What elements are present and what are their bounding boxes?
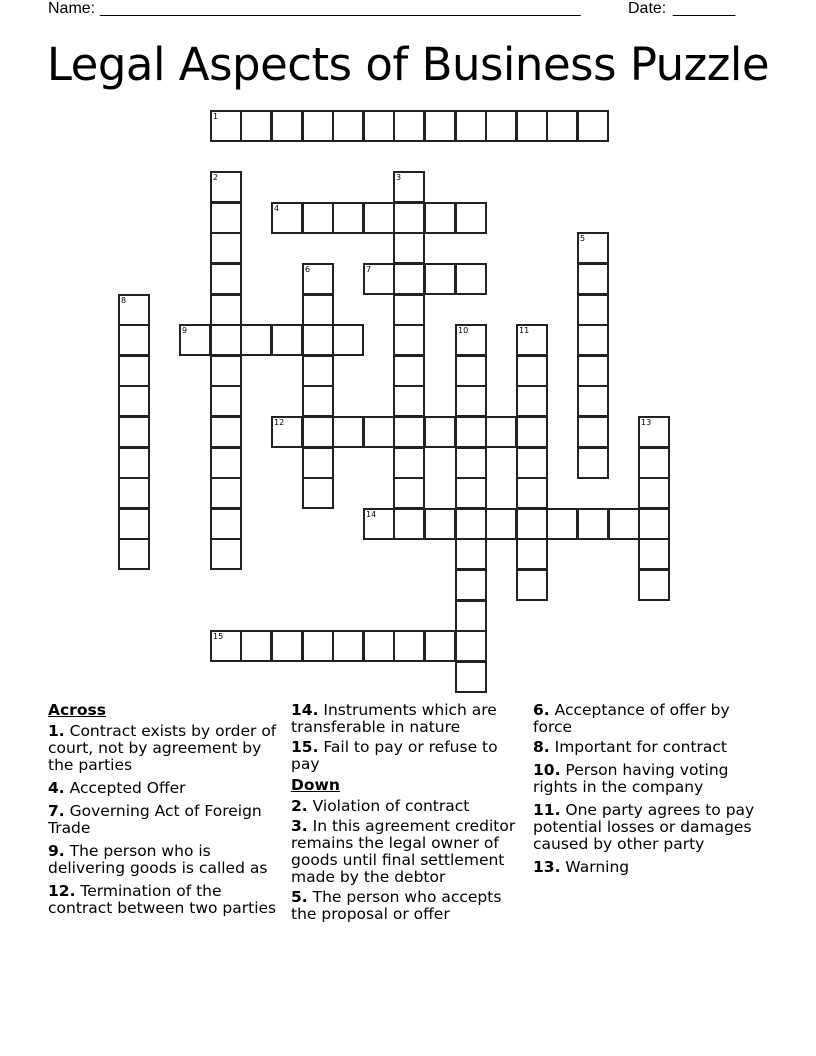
grid-cell[interactable] xyxy=(638,416,670,448)
grid-cell[interactable] xyxy=(210,385,242,417)
grid-cell[interactable] xyxy=(577,447,609,479)
grid-cell[interactable] xyxy=(393,477,425,509)
grid-cell[interactable] xyxy=(332,202,364,234)
cell-number: 3 xyxy=(396,173,402,182)
grid-cell[interactable] xyxy=(455,110,487,142)
grid-cell[interactable] xyxy=(393,202,425,234)
grid-cell[interactable] xyxy=(302,355,334,387)
grid-cell[interactable] xyxy=(577,263,609,295)
clues-column-2 xyxy=(291,702,523,929)
grid-cell[interactable] xyxy=(118,447,150,479)
clues-column-1 xyxy=(48,702,280,923)
grid-cell[interactable] xyxy=(302,630,334,662)
grid-cell[interactable] xyxy=(577,232,609,264)
grid-cell[interactable] xyxy=(516,538,548,570)
grid-cell[interactable] xyxy=(240,630,272,662)
grid-cell[interactable] xyxy=(577,324,609,356)
grid-cell[interactable] xyxy=(516,416,548,448)
grid-cell[interactable] xyxy=(638,538,670,570)
cell-number: 11 xyxy=(519,326,530,335)
grid-cell[interactable] xyxy=(271,324,303,356)
grid-cell[interactable] xyxy=(210,477,242,509)
clue-across-7: 7. Governing Act of Foreign Trade xyxy=(48,802,262,837)
grid-cell[interactable] xyxy=(393,416,425,448)
grid-cell[interactable] xyxy=(271,416,303,448)
clues-column-3 xyxy=(533,702,773,882)
grid-cell[interactable] xyxy=(638,447,670,479)
name-label: Name: xyxy=(48,0,96,17)
grid-cell[interactable] xyxy=(210,263,242,295)
grid-cell[interactable] xyxy=(118,416,150,448)
name-field-line[interactable]: ______________________________________________________ xyxy=(100,0,581,17)
clue-across-12: 12. Termination of the contract between two parties xyxy=(48,882,277,917)
grid-cell[interactable] xyxy=(638,477,670,509)
cell-number: 7 xyxy=(366,265,372,274)
grid-cell[interactable] xyxy=(302,110,334,142)
grid-cell[interactable] xyxy=(363,202,395,234)
clue-across-15: 15. Fail to pay or refuse to pay xyxy=(291,738,498,773)
grid-cell[interactable] xyxy=(516,569,548,601)
grid-cell[interactable] xyxy=(638,569,670,601)
grid-cell[interactable] xyxy=(302,416,334,448)
grid-cell[interactable] xyxy=(455,600,487,632)
grid-cell[interactable] xyxy=(118,538,150,570)
grid-cell[interactable] xyxy=(240,110,272,142)
grid-cell[interactable] xyxy=(363,416,395,448)
cell-number: 1 xyxy=(213,112,219,121)
cell-number: 12 xyxy=(274,418,285,427)
grid-cell[interactable] xyxy=(210,171,242,203)
grid-cell[interactable] xyxy=(577,110,609,142)
grid-cell[interactable] xyxy=(455,447,487,479)
grid-cell[interactable] xyxy=(302,263,334,295)
grid-cell[interactable] xyxy=(118,324,150,356)
grid-cell[interactable] xyxy=(424,263,456,295)
cell-number: 6 xyxy=(305,265,311,274)
cell-number: 9 xyxy=(182,326,188,335)
grid-cell[interactable] xyxy=(210,232,242,264)
grid-cell[interactable] xyxy=(638,508,670,540)
grid-cell[interactable] xyxy=(424,508,456,540)
grid-cell[interactable] xyxy=(424,202,456,234)
grid-cell[interactable] xyxy=(302,294,334,326)
grid-cell[interactable] xyxy=(363,508,395,540)
grid-cell[interactable] xyxy=(485,508,517,540)
grid-cell[interactable] xyxy=(455,416,487,448)
clue-across-4: 4. Accepted Offer xyxy=(48,779,186,797)
cell-number: 4 xyxy=(274,204,280,213)
grid-cell[interactable] xyxy=(516,355,548,387)
grid-cell[interactable] xyxy=(363,263,395,295)
grid-cell[interactable] xyxy=(393,110,425,142)
grid-cell[interactable] xyxy=(332,324,364,356)
grid-cell[interactable] xyxy=(332,630,364,662)
grid-cell[interactable] xyxy=(240,324,272,356)
grid-cell[interactable] xyxy=(271,110,303,142)
grid-cell[interactable] xyxy=(271,202,303,234)
cell-number: 13 xyxy=(641,418,652,427)
grid-cell[interactable] xyxy=(210,110,242,142)
grid-cell[interactable] xyxy=(577,385,609,417)
clue-down-3: 3. In this agreement creditor remains the legal owner of goods until final settlement made by the debtor xyxy=(291,817,516,886)
grid-cell[interactable] xyxy=(210,630,242,662)
grid-cell[interactable] xyxy=(302,447,334,479)
grid-cell[interactable] xyxy=(332,110,364,142)
grid-cell[interactable] xyxy=(455,263,487,295)
grid-cell[interactable] xyxy=(455,661,487,693)
grid-cell[interactable] xyxy=(302,324,334,356)
date-field-line[interactable]: _______ xyxy=(673,0,736,17)
grid-cell[interactable] xyxy=(424,630,456,662)
grid-cell[interactable] xyxy=(455,630,487,662)
grid-cell[interactable] xyxy=(516,477,548,509)
grid-cell[interactable] xyxy=(516,110,548,142)
grid-cell[interactable] xyxy=(455,477,487,509)
grid-cell[interactable] xyxy=(210,447,242,479)
grid-cell[interactable] xyxy=(393,385,425,417)
grid-cell[interactable] xyxy=(424,416,456,448)
grid-cell[interactable] xyxy=(210,508,242,540)
grid-cell[interactable] xyxy=(577,355,609,387)
clue-down-10: 10. Person having voting rights in the company xyxy=(533,761,729,796)
grid-cell[interactable] xyxy=(393,171,425,203)
grid-cell[interactable] xyxy=(393,294,425,326)
grid-cell[interactable] xyxy=(516,447,548,479)
grid-cell[interactable] xyxy=(455,202,487,234)
grid-cell[interactable] xyxy=(118,355,150,387)
cell-number: 2 xyxy=(213,173,219,182)
grid-cell[interactable] xyxy=(424,110,456,142)
cell-number: 15 xyxy=(213,632,224,641)
grid-cell[interactable] xyxy=(363,630,395,662)
clue-down-8: 8. Important for contract xyxy=(533,738,728,756)
grid-cell[interactable] xyxy=(455,508,487,540)
grid-cell[interactable] xyxy=(393,263,425,295)
grid-cell[interactable] xyxy=(393,324,425,356)
grid-cell[interactable] xyxy=(516,324,548,356)
grid-cell[interactable] xyxy=(210,416,242,448)
grid-cell[interactable] xyxy=(485,416,517,448)
clue-across-9: 9. The person who is delivering goods is called as xyxy=(48,842,268,877)
grid-cell[interactable] xyxy=(393,447,425,479)
grid-cell[interactable] xyxy=(210,202,242,234)
grid-cell[interactable] xyxy=(455,385,487,417)
date-label: Date: xyxy=(628,0,667,17)
clue-down-5: 5. The person who accepts the proposal or offer xyxy=(291,888,502,923)
grid-cell[interactable] xyxy=(577,294,609,326)
across-heading: Across xyxy=(48,701,106,719)
grid-cell[interactable] xyxy=(577,416,609,448)
down-heading: Down xyxy=(291,776,340,794)
grid-cell[interactable] xyxy=(577,508,609,540)
grid-cell[interactable] xyxy=(393,355,425,387)
grid-cell[interactable] xyxy=(179,324,211,356)
grid-cell[interactable] xyxy=(363,110,395,142)
cell-number: 5 xyxy=(580,234,586,243)
grid-cell[interactable] xyxy=(302,202,334,234)
clue-down-6: 6. Acceptance of offer by force xyxy=(533,701,730,736)
grid-cell[interactable] xyxy=(393,232,425,264)
puzzle-title: Legal Aspects of Business Puzzle xyxy=(46,38,770,91)
grid-cell[interactable] xyxy=(118,477,150,509)
grid-cell[interactable] xyxy=(516,385,548,417)
grid-cell[interactable] xyxy=(302,385,334,417)
clue-down-11: 11. One party agrees to pay potential losses or damages caused by other party xyxy=(533,801,755,853)
grid-cell[interactable] xyxy=(332,416,364,448)
grid-cell[interactable] xyxy=(546,110,578,142)
grid-cell[interactable] xyxy=(393,630,425,662)
grid-cell[interactable] xyxy=(485,110,517,142)
grid-cell[interactable] xyxy=(516,508,548,540)
grid-cell[interactable] xyxy=(546,508,578,540)
grid-cell[interactable] xyxy=(118,385,150,417)
grid-cell[interactable] xyxy=(210,538,242,570)
cell-number: 10 xyxy=(458,326,469,335)
clue-across-1: 1. Contract exists by order of court, not by agreement by the parties xyxy=(48,722,277,774)
grid-cell[interactable] xyxy=(393,508,425,540)
grid-cell[interactable] xyxy=(118,508,150,540)
grid-cell[interactable] xyxy=(302,477,334,509)
grid-cell[interactable] xyxy=(455,324,487,356)
clue-across-14: 14. Instruments which are transferable in nature xyxy=(291,701,497,736)
grid-cell[interactable] xyxy=(210,294,242,326)
grid-cell[interactable] xyxy=(608,508,640,540)
grid-cell[interactable] xyxy=(455,538,487,570)
clue-down-13: 13. Warning xyxy=(533,858,630,876)
grid-cell[interactable] xyxy=(455,355,487,387)
cell-number: 14 xyxy=(366,510,377,519)
grid-cell[interactable] xyxy=(118,294,150,326)
grid-cell[interactable] xyxy=(210,324,242,356)
grid-cell[interactable] xyxy=(210,355,242,387)
grid-cell[interactable] xyxy=(455,569,487,601)
clue-down-2: 2. Violation of contract xyxy=(291,797,470,815)
grid-cell[interactable] xyxy=(271,630,303,662)
cell-number: 8 xyxy=(121,296,127,305)
